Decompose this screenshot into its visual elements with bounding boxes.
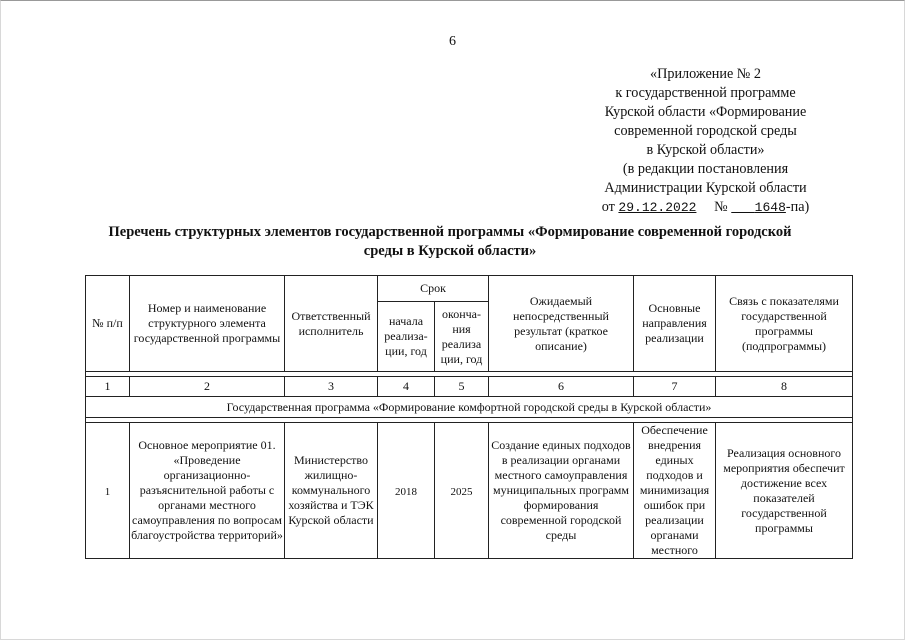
document-title bbox=[80, 223, 820, 261]
header-link: Связь с показателями государственной программы (подпрограммы) bbox=[716, 276, 853, 372]
title-line-1: Перечень структурных элементов государственной программы «Формирование современной городской bbox=[108, 224, 792, 240]
column-number: 8 bbox=[716, 377, 853, 397]
header-row bbox=[86, 276, 853, 302]
header-directions: Основные направления реализации bbox=[634, 276, 716, 372]
appendix-block bbox=[583, 65, 828, 217]
row-executor: Министерство жилищно-коммунального хозяйства и ТЭК Курской области bbox=[285, 423, 378, 559]
header-start: начала реализа-ции, год bbox=[378, 302, 435, 372]
appendix-line: к государственной программе bbox=[615, 85, 796, 101]
row-directions: Обеспечение внедрения единых подходов и минимизация ошибок при реализации органами местного bbox=[634, 423, 716, 559]
column-number: 1 bbox=[86, 377, 130, 397]
column-number: 7 bbox=[634, 377, 716, 397]
row-link: Реализация основного мероприятия обеспечит достижение всех показателей государственной программы bbox=[716, 423, 853, 559]
program-row bbox=[86, 397, 853, 418]
appendix-line: (в редакции постановления bbox=[622, 161, 789, 177]
header-end: оконча-ния реализа ции, год bbox=[435, 302, 489, 372]
date-prefix: от bbox=[601, 199, 615, 215]
appendix-line: Администрации Курской области bbox=[604, 180, 807, 196]
appendix-line: в Курской области» bbox=[646, 142, 765, 158]
decree-number bbox=[731, 200, 786, 215]
row-result: Создание единых подходов в реализации органами местного самоуправления муниципальных программ формирования современной городской среды bbox=[489, 423, 634, 559]
column-number: 6 bbox=[489, 377, 634, 397]
appendix-line: «Приложение № 2 bbox=[650, 66, 761, 82]
row-end: 2025 bbox=[435, 423, 489, 559]
title-line-2: среды в Курской области» bbox=[363, 243, 537, 259]
appendix-line: Курской области «Формирование bbox=[604, 104, 807, 120]
number-suffix: -па) bbox=[785, 199, 810, 215]
decree-number-value: 1648 bbox=[754, 200, 786, 215]
column-number: 4 bbox=[378, 377, 435, 397]
table-row bbox=[86, 423, 853, 559]
column-number-row bbox=[86, 377, 853, 397]
appendix-line: современной городской среды bbox=[614, 123, 797, 139]
column-number: 3 bbox=[285, 377, 378, 397]
header-term: Срок bbox=[378, 276, 489, 302]
decree-date: 29.12.2022 bbox=[618, 200, 697, 215]
header-result: Ожидаемый непосредственный результат (краткое описание) bbox=[489, 276, 634, 372]
appendix-date-line bbox=[583, 198, 828, 217]
column-number: 2 bbox=[130, 377, 285, 397]
number-prefix: № bbox=[714, 199, 728, 215]
row-start: 2018 bbox=[378, 423, 435, 559]
column-number: 5 bbox=[435, 377, 489, 397]
program-title: Государственная программа «Формирование комфортной городской среды в Курской области» bbox=[86, 397, 853, 418]
header-name: Номер и наименование структурного элемента государственной программы bbox=[130, 276, 285, 372]
row-name: Основное мероприятие 01. «Проведение организационно-разъяснительной работы с органами местного самоуправления по вопросам благоустройства территорий» bbox=[130, 423, 285, 559]
header-executor: Ответственный исполнитель bbox=[285, 276, 378, 372]
header-num: № п/п bbox=[86, 276, 130, 372]
page-number: 6 bbox=[449, 34, 456, 49]
row-num: 1 bbox=[86, 423, 130, 559]
structural-elements-table bbox=[85, 275, 853, 559]
